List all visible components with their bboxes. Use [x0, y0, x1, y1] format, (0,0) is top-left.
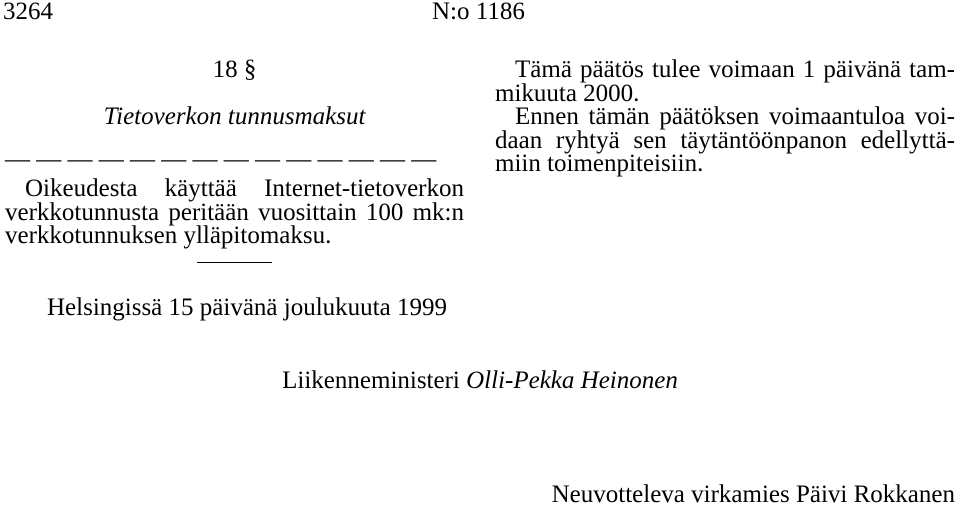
right-column [495, 58, 955, 176]
minister-signature [0, 369, 960, 393]
paragraph-line: miin toimenpiteisiin. [495, 150, 704, 177]
paragraph-line: verkkotunnusta peritään vuosittain 100 mk:n [5, 198, 464, 226]
section-separator: — — — — — — — — — — — — — — [5, 146, 437, 173]
official-signature: Neuvotteleva virkamies Päivi Rokkanen [551, 481, 955, 507]
signature-place-date: Helsingissä 15 päivänä joulukuuta 1999 [47, 294, 447, 321]
effective-date-paragraph [495, 58, 955, 105]
paragraph-line: Ennen tämän päätöksen voimaantuloa voi- [515, 103, 955, 130]
page-number: 3264 [3, 0, 53, 25]
end-rule [197, 262, 272, 263]
minister-name: Olli-Pekka Heinonen [466, 367, 678, 394]
section-title: Tietoverkon tunnusmaksut [103, 103, 366, 130]
paragraph-line: daan ryhtyä sen täytäntöönpanon edellyttä- [495, 126, 955, 154]
section-number: 18 § [212, 56, 257, 83]
preparatory-measures-paragraph [495, 105, 955, 176]
paragraph-line: mikuuta 2000. [495, 79, 640, 107]
section-paragraph [5, 177, 464, 248]
issue-number: N:o 1186 [432, 0, 525, 25]
paragraph-line: verkkotunnuksen ylläpitomaksu. [5, 222, 332, 249]
paragraph-line: Tämä päätös tulee voimaan 1 päivänä tam- [515, 56, 955, 83]
paragraph-line: Oikeudesta käyttää Internet-tietoverkon [25, 175, 464, 202]
minister-title: Liikenneministeri [282, 367, 460, 394]
